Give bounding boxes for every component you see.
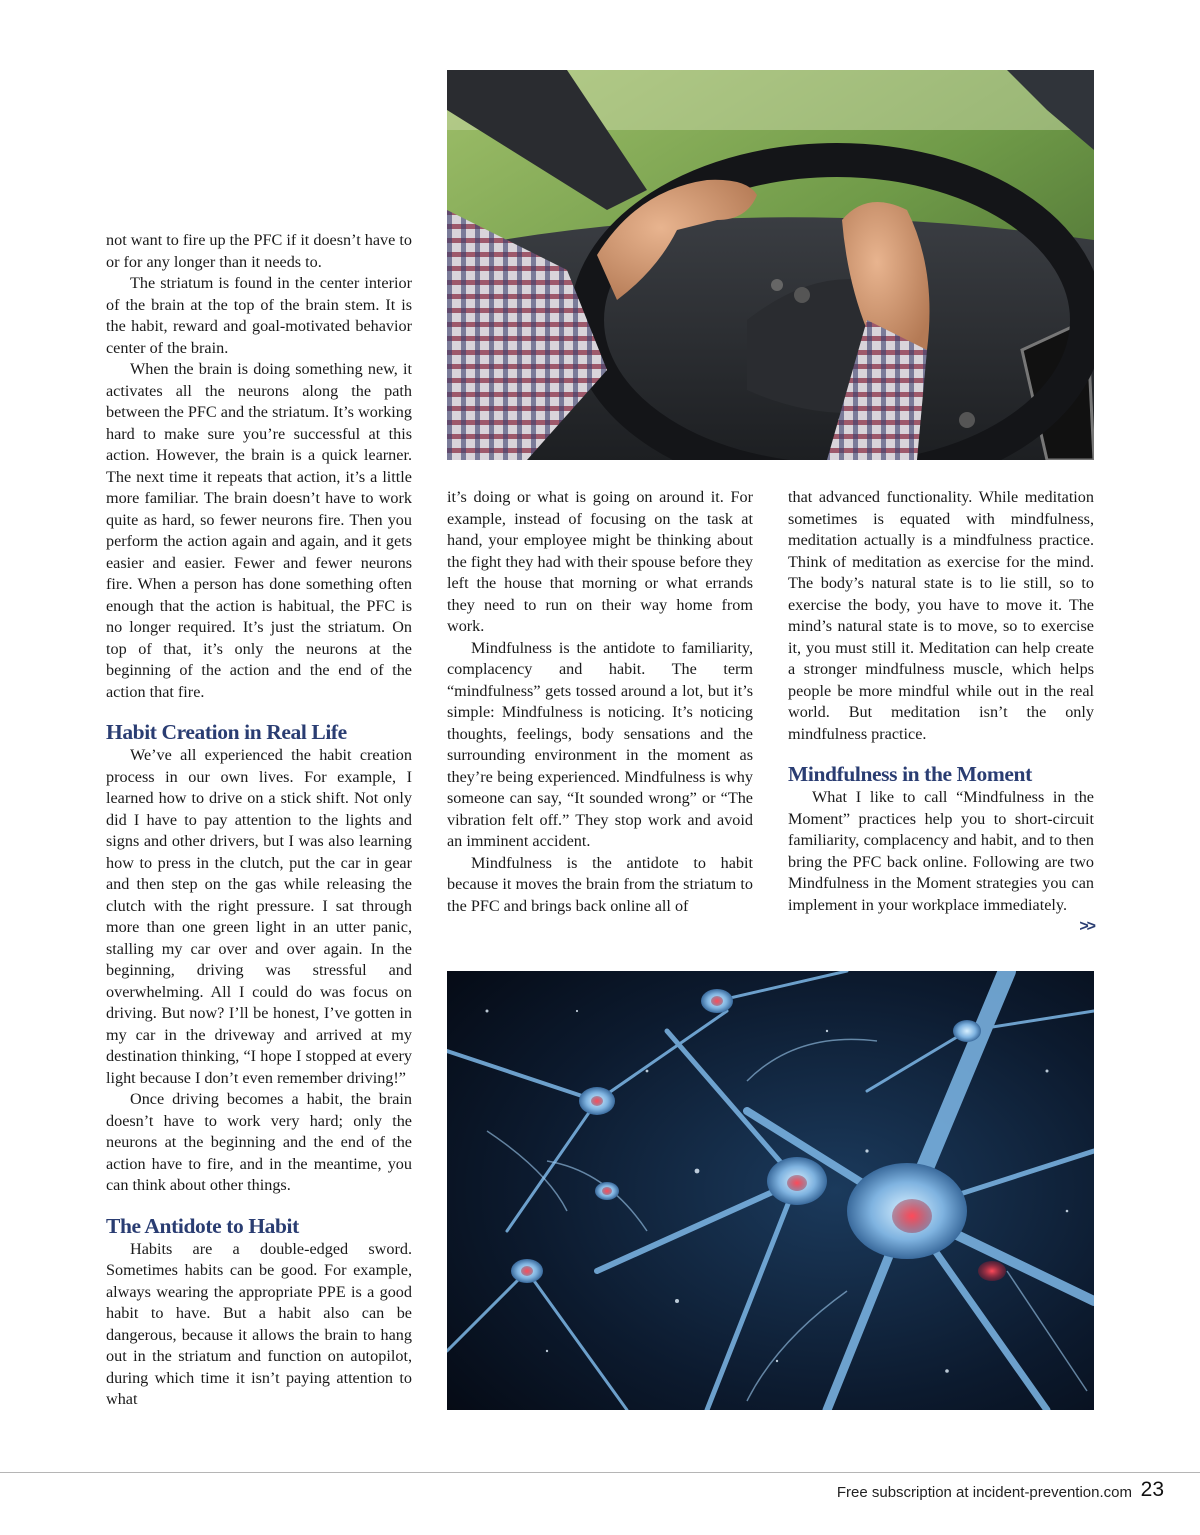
body-paragraph: Mindfulness is the antidote to familiarity, complacency and habit. The term “mindfulness” gets tossed around a lot, but it’s simple: Mindfulness is noticing. It’s noticing thoughts, feelings, body sensations and the surrounding environment in the moment as they’re being experienced. Mindfulness is why someone can say, “It sounded wrong” or “The vibration felt off.” They stop work and avoid an imminent accident. [447,638,753,850]
body-paragraph [788,787,1094,935]
steering-wheel-photo [447,70,1094,460]
section-heading: The Antidote to Habit [106,1213,299,1238]
footer-divider [0,1472,1200,1473]
body-paragraph: Once driving becomes a habit, the brain doesn’t have to work very hard; only the neurons at the beginning and the end of the action have to fire, and in the meantime, you can think about other things. [106,1090,412,1194]
section-heading: Mindfulness in the Moment [788,762,1032,786]
body-paragraph: Mindfulness is the antidote to habit because it moves the brain from the striatum to the PFC and brings back online all of [447,853,753,915]
body-paragraph: The striatum is found in the center interior of the brain at the top of the brain stem. It is the habit, reward and goal-motivated behavior center of the brain. [106,274,412,357]
neurons-illustration [447,971,1094,1410]
body-paragraph: Habits are a double-edged sword. Sometimes habits can be good. For example, always wearing the appropriate PPE is a good habit to have. But a habit also can be dangerous, because it allows the brain to hang out in the striatum and function on autopilot, during which time it isn’t paying attention to what [106,1239,412,1408]
body-paragraph: We’ve all experienced the habit creation process in our own lives. For example, I learned how to drive on a stick shift. Not only did I have to pay attention to the lights and signs and other drivers, but I was also learning how to press in the clutch, put the car in gear and then step on the gas while releasing the clutch with the right pressure. I sat through more than one green light in an utter panic, stalling my car over and over again. In the beginning, driving was stressful and overwhelming. All I could do was focus on driving. But now? I’ll be honest, I’ve gotten in my car in the driveway and arrived at my destination thinking, “I hope I stopped at every light because I don’t even remember driving!” [106,746,412,1087]
middle-text-column [447,487,753,917]
section-heading: Habit Creation in Real Life [106,720,347,744]
page-number: 23 [1140,1478,1164,1501]
body-paragraph: not want to fire up the PFC if it doesn’t have to or for any longer than it needs to. [106,231,412,271]
body-paragraph: When the brain is doing something new, it activates all the neurons along the path between the PFC and the striatum. It’s working hard to make sure you’re successful at this action. However, the brain is a quick learner. The next time it repeats that action, it’s a little more familiar. The brain doesn’t have to work quite as hard, so fewer neurons fire. Then you perform the action again and again, and it gets easier and easier. Fewer and fewer neurons fire. When a person has done something often enough that the action is habitual, the PFC is no longer required. It’s just the striatum. On top of that, it’s only the neurons at the beginning of the action and the end of the action that fire. [106,360,412,701]
footer-subscription-text: Free subscription at incident-prevention.com [836,1484,1132,1501]
body-paragraph-text: What I like to call “Mindfulness in the Moment” practices help you to short-circuit familiarity, complacency and habit, and to then bring the PFC back online. Following are two Mindfulness in the Moment strategies you can implement in your workplace immediately. [788,788,1094,914]
right-text-column [788,487,1094,938]
body-paragraph: that advanced functionality. While meditation sometimes is equated with mindfulness, meditation actually is a mindfulness practice. Think of meditation as exercise for the mind. The body’s natural state is to lie still, so to exercise the body, you have to move it. The mind’s natural state is to move, so to exercise it, you must still it. Meditation can help create a stronger mindfulness muscle, which helps people be more mindful while out in the real world. But meditation isn’t the only mindfulness practice. [788,488,1094,743]
left-text-column [106,230,412,1411]
continue-arrow-icon: >> [1079,918,1094,935]
body-paragraph: it’s doing or what is going on around it. For example, instead of focusing on the task at hand, your employee might be thinking about the fight they had with their spouse before they left the house that morning or what errands they need to run on their way home from work. [447,488,753,635]
